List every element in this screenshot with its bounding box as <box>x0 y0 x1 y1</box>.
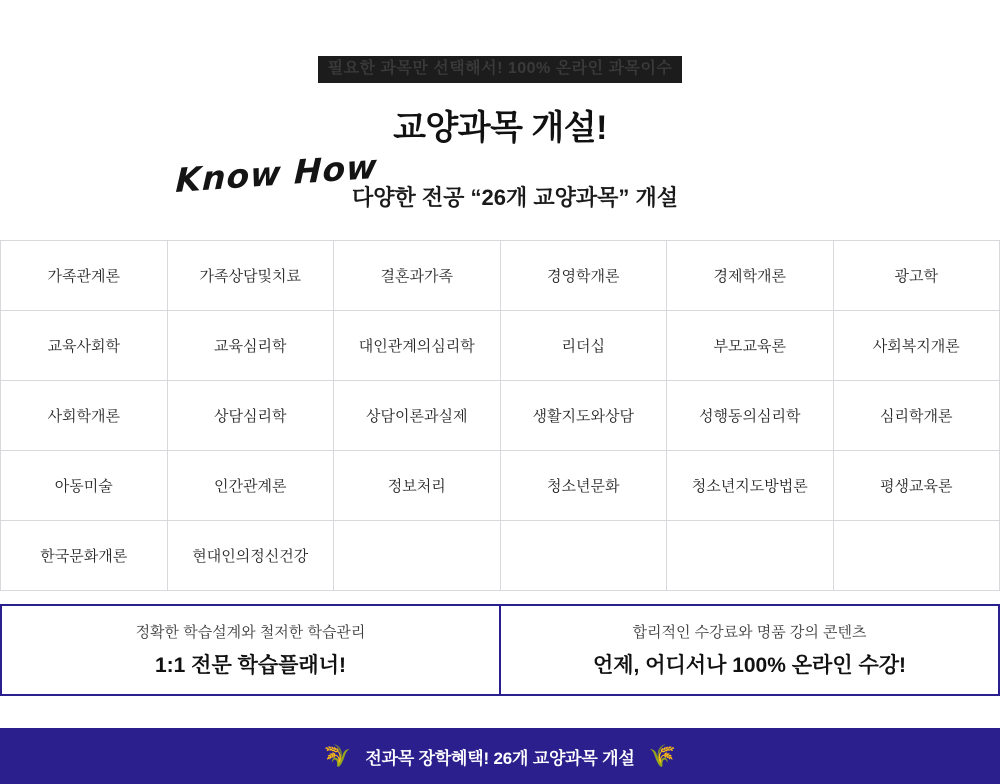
benefit-title: 언제, 어디서나 100% 온라인 수강! <box>592 654 907 677</box>
course-cell: 현대인의정신건강 <box>167 521 334 591</box>
benefit-item <box>499 606 998 694</box>
course-cell: 심리학개론 <box>833 381 1000 451</box>
course-cell: 리더십 <box>500 311 667 381</box>
benefit-item <box>2 606 499 694</box>
table-row <box>1 241 1000 311</box>
laurel-right-icon: 🌾 <box>648 743 676 768</box>
course-cell-empty <box>500 521 667 591</box>
subtitle: 다양한 전공 “26개 교양과목” 개설 <box>352 184 678 210</box>
course-cell: 청소년문화 <box>500 451 667 521</box>
benefit-subtext: 정확한 학습설계와 철저한 학습관리 <box>135 624 366 641</box>
footer-text: 전과목 장학혜택! 26개 교양과목 개설 <box>365 748 635 768</box>
eyebrow-wrap <box>0 56 1000 83</box>
course-cell: 부모교육론 <box>667 311 834 381</box>
knowhow-script-text: Know How <box>175 146 379 200</box>
course-cell: 교육심리학 <box>167 311 334 381</box>
course-cell-empty <box>334 521 501 591</box>
course-cell: 상담심리학 <box>167 381 334 451</box>
course-cell: 청소년지도방법론 <box>667 451 834 521</box>
table-row <box>1 311 1000 381</box>
course-cell: 정보처리 <box>334 451 501 521</box>
eyebrow-banner: 필요한 과목만 선택해서! 100% 온라인 과목이수 <box>318 56 683 83</box>
laurel-left-icon: 🌾 <box>324 743 352 768</box>
course-cell: 사회학개론 <box>1 381 168 451</box>
course-cell-empty <box>833 521 1000 591</box>
footer-banner <box>0 728 1000 784</box>
table-row <box>1 381 1000 451</box>
course-cell: 사회복지개론 <box>833 311 1000 381</box>
course-cell: 경영학개론 <box>500 241 667 311</box>
course-cell-empty <box>667 521 834 591</box>
course-cell: 상담이론과실제 <box>334 381 501 451</box>
course-cell: 교육사회학 <box>1 311 168 381</box>
benefit-title: 1:1 전문 학습플래너! <box>154 654 346 677</box>
course-cell: 인간관계론 <box>167 451 334 521</box>
course-cell: 가족관계론 <box>1 241 168 311</box>
course-cell: 생활지도와상담 <box>500 381 667 451</box>
course-cell: 경제학개론 <box>667 241 834 311</box>
table-row <box>1 451 1000 521</box>
course-cell: 대인관계의심리학 <box>334 311 501 381</box>
benefit-subtext: 합리적인 수강료와 명품 강의 콘텐츠 <box>632 624 867 641</box>
course-table <box>0 240 1000 591</box>
course-cell: 성행동의심리학 <box>667 381 834 451</box>
course-cell: 가족상담및치료 <box>167 241 334 311</box>
course-cell: 결혼과가족 <box>334 241 501 311</box>
subline-row <box>0 146 1000 223</box>
course-cell: 한국문화개론 <box>1 521 168 591</box>
header-section <box>0 0 1000 223</box>
page-title: 교양과목 개설! <box>393 108 607 147</box>
course-cell: 아동미술 <box>1 451 168 521</box>
course-cell: 광고학 <box>833 241 1000 311</box>
course-cell: 평생교육론 <box>833 451 1000 521</box>
table-row <box>1 521 1000 591</box>
benefits-box <box>0 604 1000 696</box>
